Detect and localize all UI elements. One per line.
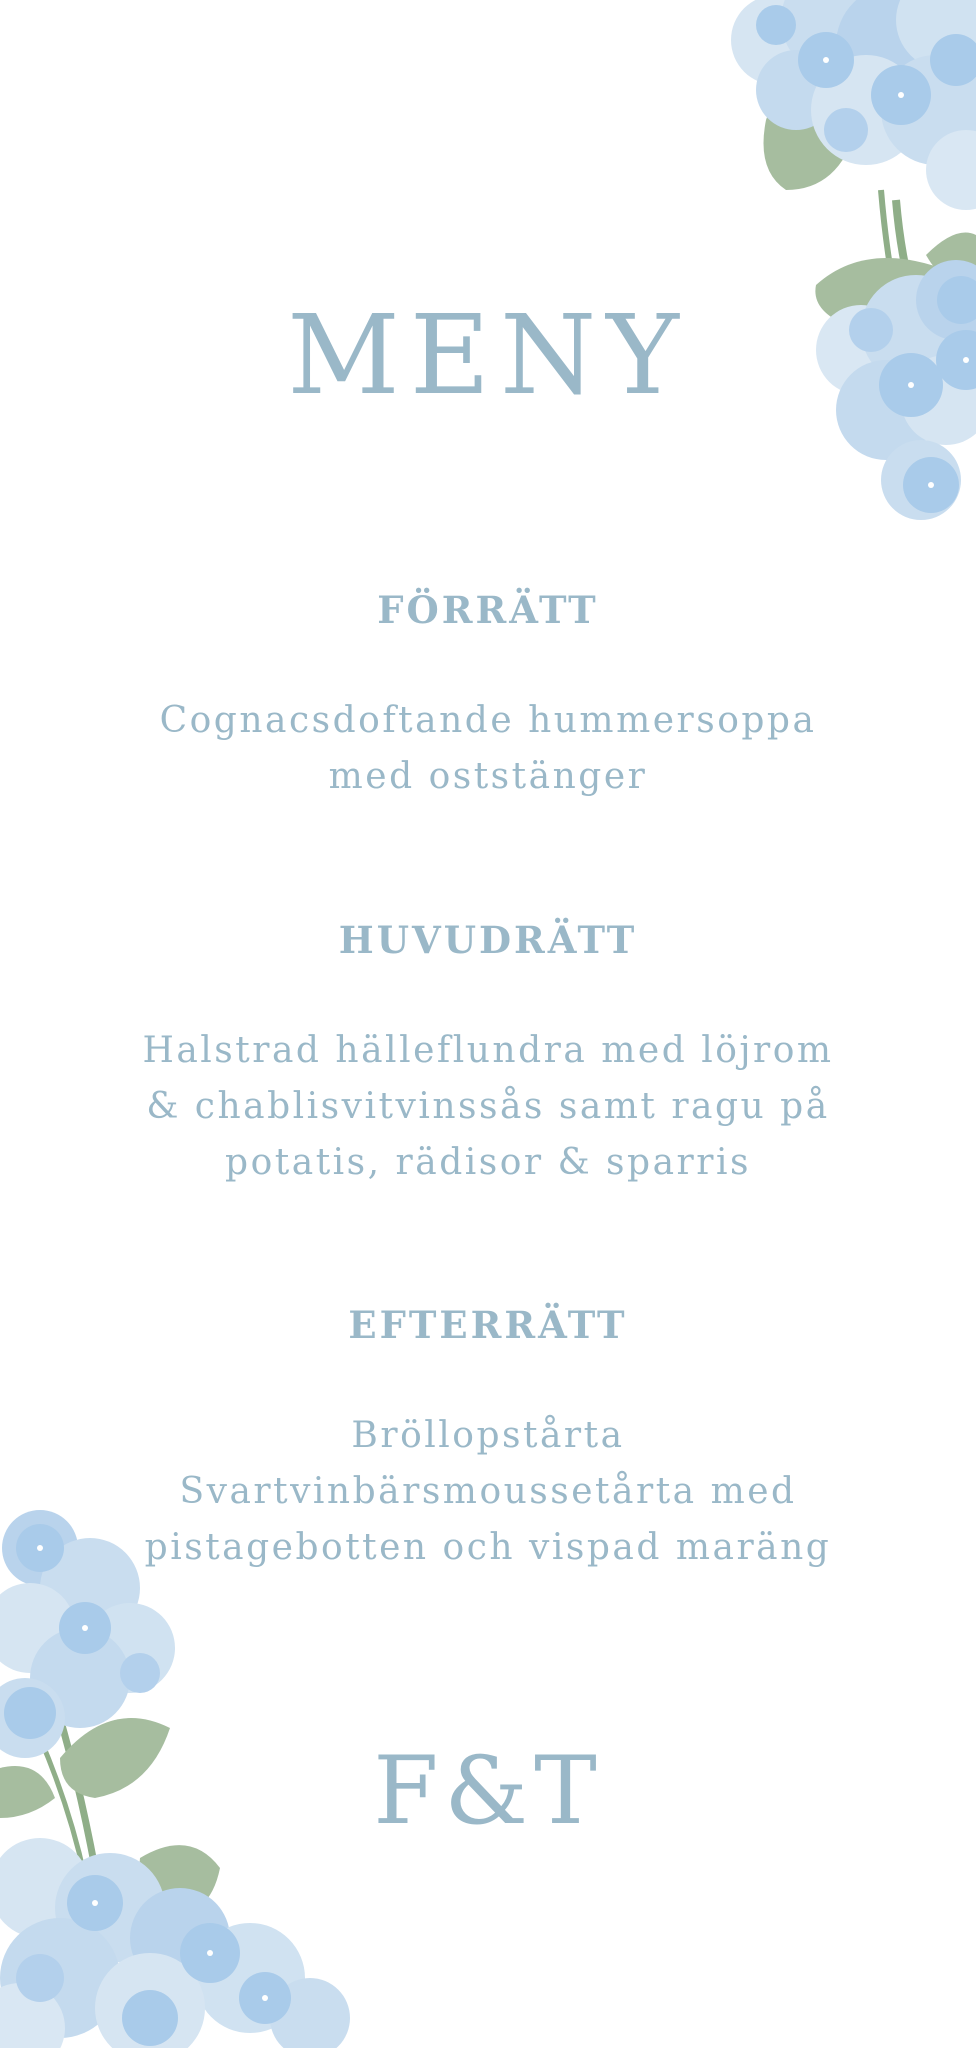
- section-heading-main-course: HUVUDRÄTT: [338, 918, 638, 962]
- section-heading-starter: FÖRRÄTT: [377, 588, 599, 632]
- dish-line: Bröllopstårta: [351, 1415, 625, 1456]
- dish-line: Halstrad hälleflundra med löjrom: [142, 1030, 834, 1071]
- section-heading-dessert: EFTERRÄTT: [348, 1303, 628, 1347]
- monogram: F&T: [373, 1737, 603, 1846]
- menu-title: MENY: [287, 291, 689, 419]
- dish-line: med oststänger: [328, 756, 648, 797]
- dish-main-course: [120, 1023, 856, 1191]
- dish-line: Svartvinbärsmoussetårta med: [179, 1471, 797, 1512]
- dish-line: potatis, rädisor & sparris: [225, 1142, 751, 1183]
- dish-line: pistagebotten och vispad maräng: [144, 1527, 832, 1568]
- dish-line: Cognacsdoftande hummersoppa: [159, 700, 817, 741]
- dish-starter: [120, 693, 856, 805]
- hydrangea-top-right-icon: [646, 0, 976, 540]
- dish-line: & chablisvitvinssås samt ragu på: [146, 1086, 830, 1127]
- dish-dessert: [120, 1408, 856, 1576]
